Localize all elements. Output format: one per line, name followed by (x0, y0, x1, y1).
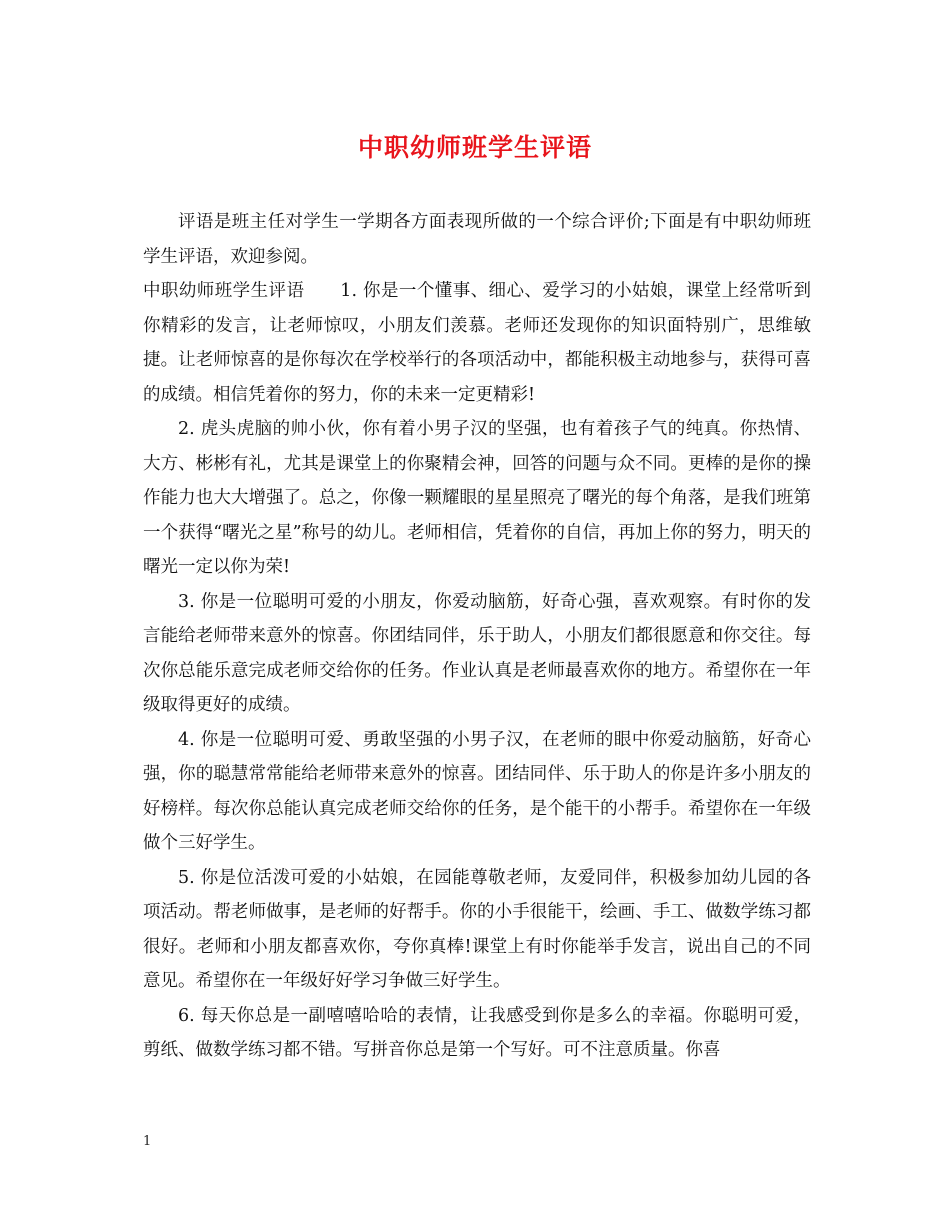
paragraph-item-1: 中职幼师班学生评语 1. 你是一个懂事、细心、爱学习的小姑娘，课堂上经常听到你精彩的发言，让老师惊叹，小朋友们羡慕。老师还发现你的知识面特别广，思维敏捷。让老师惊喜的是你每次在学校举行的各项活动中，都能积极主动地参与，获得可喜的成绩。相信凭着你的努力，你的未来一定更精彩! (143, 281, 811, 405)
paragraph-item-5: 5. 你是位活泼可爱的小姑娘，在园能尊敬老师，友爱同伴，积极参加幼儿园的各项活动。帮老师做事，是老师的好帮手。你的小手很能干，绘画、手工、做数学练习都很好。老师和小朋友都喜欢你，夸你真棒!课堂上有时你能举手发言，说出自己的不同意见。希望你在一年级好好学习争做三好学生。 (143, 867, 811, 991)
paragraph-item-4: 4. 你是一位聪明可爱、勇敢坚强的小男子汉，在老师的眼中你爱动脑筋，好奇心强，你的聪慧常常能给老师带来意外的惊喜。团结同伴、乐于助人的你是许多小朋友的好榜样。每次你总能认真完成老师交给你的任务，是个能干的小帮手。希望你在一年级做个三好学生。 (143, 729, 811, 853)
document-title: 中职幼师班学生评语 (357, 133, 592, 162)
paragraph-intro: 评语是班主任对学生一学期各方面表现所做的一个综合评价;下面是有中职幼师班学生评语，欢迎参阅。 (143, 212, 811, 267)
paragraph-item-6: 6. 每天你总是一副嘻嘻哈哈的表情，让我感受到你是多么的幸福。你聪明可爱，剪纸、做数学练习都不错。写拼音你总是第一个写好。可不注意质量。你喜 (143, 1005, 811, 1060)
page-number: 1 (143, 1134, 152, 1149)
document-body (143, 205, 811, 1068)
paragraph-item-2: 2. 虎头虎脑的帅小伙，你有着小男子汉的坚强，也有着孩子气的纯真。你热情、大方、彬彬有礼，尤其是课堂上的你聚精会神，回答的问题与众不同。更棒的是你的操作能力也大大增强了。总之，你像一颗耀眼的星星照亮了曙光的每个角落，是我们班第一个获得“曙光之星”称号的幼儿。老师相信，凭着你的自信，再加上你的努力，明天的曙光一定以你为荣! (143, 419, 811, 577)
paragraph-item-3: 3. 你是一位聪明可爱的小朋友，你爱动脑筋，好奇心强，喜欢观察。有时你的发言能给老师带来意外的惊喜。你团结同伴，乐于助人，小朋友们都很愿意和你交往。每次你总能乐意完成老师交给你的任务。作业认真是老师最喜欢你的地方。希望你在一年级取得更好的成绩。 (143, 591, 811, 715)
